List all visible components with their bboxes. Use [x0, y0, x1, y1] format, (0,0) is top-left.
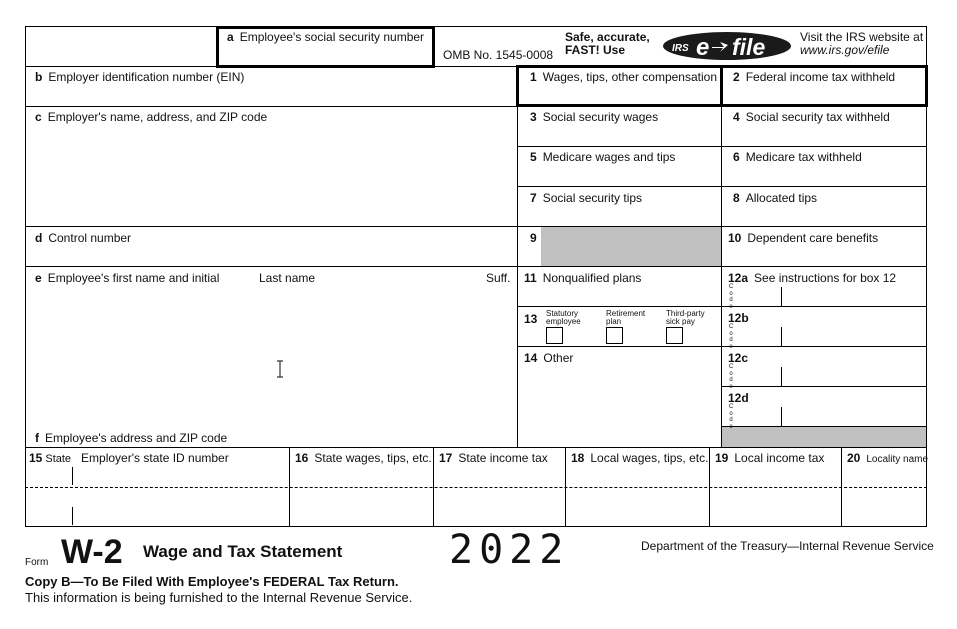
omb-number: OMB No. 1545-0008 [443, 48, 554, 62]
box-12a-label[interactable]: 12a See instructions for box 12 [728, 271, 897, 285]
copy-b-label: Copy B—To Be Filed With Employee's FEDERAL Tax Return. [25, 574, 399, 589]
statutory-employee-label: Statutory employee [546, 309, 581, 326]
box-19-label[interactable]: 19 Local income tax [715, 451, 825, 465]
box-3-label[interactable]: 3 Social security wages [530, 110, 659, 124]
box-12-bottom-shaded [722, 427, 926, 447]
statutory-employee-checkbox[interactable] [546, 327, 563, 344]
box-f-label[interactable]: f Employee's address and ZIP code [35, 431, 228, 445]
form-name: W-2 [61, 533, 123, 571]
box-8-label[interactable]: 8 Allocated tips [733, 191, 818, 205]
text-cursor-icon [275, 360, 285, 378]
box-12b-label[interactable]: 12b [728, 311, 749, 325]
svg-text:IRS: IRS [672, 43, 689, 54]
visit-irs-url[interactable]: www.irs.gov/efile [800, 43, 890, 57]
box-12c-label[interactable]: 12c [728, 351, 749, 365]
box-12d-label[interactable]: 12d [728, 391, 749, 405]
box-16-label[interactable]: 16 State wages, tips, etc. [295, 451, 432, 465]
box-10-label[interactable]: 10 Dependent care benefits [728, 231, 879, 245]
furnished-info: This information is being furnished to the Internal Revenue Service. [25, 590, 413, 605]
box-20-label[interactable]: 20 Locality name [847, 451, 929, 465]
box-18-label[interactable]: 18 Local wages, tips, etc. [571, 451, 709, 465]
form-word: Form [25, 557, 49, 568]
box-c-label[interactable]: c Employer's name, address, and ZIP code [35, 110, 268, 124]
box-6-label[interactable]: 6 Medicare tax withheld [733, 150, 862, 164]
box-7-label[interactable]: 7 Social security tips [530, 191, 643, 205]
box-12b-code-label: C o d e [728, 324, 734, 350]
box-14-label[interactable]: 14 Other [524, 351, 574, 365]
visit-irs-line-1: Visit the IRS website at [800, 30, 924, 44]
box-13-label: 13 [524, 312, 538, 326]
irs-efile-logo [662, 30, 793, 63]
safe-accurate-line-1: Safe, accurate, [565, 30, 650, 44]
svg-text:file: file [732, 34, 766, 60]
box-12a-code-label: C o d e [728, 284, 734, 310]
third-party-sick-pay-checkbox[interactable] [666, 327, 683, 344]
box-e-suffix-label[interactable]: Suff. [486, 271, 511, 285]
box-9-shaded [541, 227, 721, 266]
box-9-label: 9 [530, 231, 537, 245]
box-2-label[interactable]: 2 Federal income tax withheld [733, 70, 896, 84]
retirement-plan-label: Retirement plan [606, 309, 646, 326]
box-1-label[interactable]: 1 Wages, tips, other compensation [530, 70, 717, 84]
svg-text:e: e [696, 34, 710, 61]
box-d-label[interactable]: d Control number [35, 231, 132, 245]
form-title: Wage and Tax Statement [143, 542, 343, 561]
box-17-label[interactable]: 17 State income tax [439, 451, 548, 465]
box-12d-code-label: C o d e [728, 404, 734, 430]
box-12c-code-label: C o d e [728, 364, 734, 390]
box-5-label[interactable]: 5 Medicare wages and tips [530, 150, 676, 164]
box-b-label[interactable]: b Employer identification number (EIN) [35, 70, 245, 84]
box-e-last-name-label[interactable]: Last name [259, 271, 316, 285]
box-15-label[interactable]: 15 State Employer's state ID number [29, 451, 229, 465]
box-11-label[interactable]: 11 Nonqualified plans [524, 271, 642, 285]
department-of-treasury: Department of the Treasury—Internal Revenue Service [641, 539, 934, 553]
safe-accurate-line-2: FAST! Use [565, 43, 626, 57]
box-a-label[interactable]: a Employee's social security number [227, 30, 425, 44]
retirement-plan-checkbox[interactable] [606, 327, 623, 344]
box-e-label[interactable]: e Employee's first name and initial [35, 271, 220, 285]
third-party-sick-pay-label: Third-party sick pay [666, 309, 705, 326]
box-4-label[interactable]: 4 Social security tax withheld [733, 110, 890, 124]
tax-year: 2022 [449, 527, 570, 573]
